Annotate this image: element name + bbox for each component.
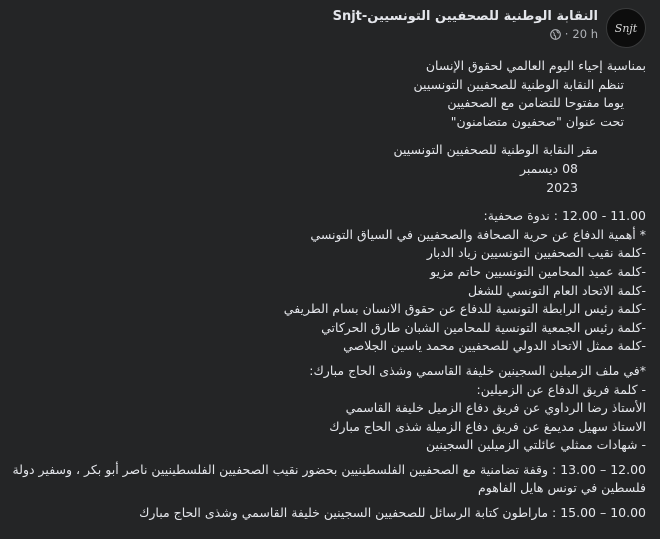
intro-line: بمناسبة إحياء اليوم العالمي لحقوق الإنسان [425,58,646,73]
date-line: 08 ديسمبر [520,160,578,176]
post-text [12,57,646,523]
speaker-line: -كلمة عميد المحامين التونسيين حاتم مزيو [430,263,646,279]
post-timestamp[interactable]: 20 h [572,27,598,41]
meta-separator: · [564,27,569,41]
intro-line: تحت عنوان "صحفيون متضامنون" [450,113,624,129]
speaker-line: -كلمة رئيس الرابطة التونسية للدفاع عن حقوق الانسان بسام الطريفي [283,301,646,317]
speaker-line: -كلمة نقيب الصحفيين التونسيين زياد الدبار [426,245,646,261]
year-line: 2023 [546,179,578,195]
session3-line: 10.00 – 15.00 : ماراطون كتابة الرسائل للصحفيين السجينين خليفة القاسمي وشذى الحاج مبارك [139,505,646,521]
session1-topic: * أهمية الدفاع عن حرية الصحافة والصحفيين في السياق التونسي [310,226,646,242]
page-avatar[interactable] [606,8,646,48]
file-item: الأستاذ رضا الرداوي عن فريق دفاع الزميل خليفة القاسمي [345,400,646,416]
session2-line: 12.00 – 13.00 : وقفة تضامنية مع الصحفيين الفلسطينيين بحضور نقيب الصحفيين الفلسطينيين ناصر أبو بكر ، وسفير دولة فلسطين في تونس هايل الفاهوم [12,461,646,496]
speaker-line: -كلمة الاتحاد العام التونسي للشغل [468,282,646,298]
file-item: - كلمة فريق الدفاع عن الزميلين: [476,381,646,397]
file-item: الاستاذ سهيل مديمغ عن فريق دفاع الزميلة شذى الحاج مبارك [329,418,646,434]
file-item: - شهادات ممثلي عائلتي الزميلين السجينين [426,437,646,453]
session1-title: 11.00 - 12.00 : ندوة صحفية: [483,208,646,224]
intro-line: تنظم النقابة الوطنية للصحفيين التونسيين [413,76,624,92]
post-meta [333,8,598,42]
post-header [14,8,646,50]
file-title: *في ملف الزميلين السجينين خليفة القاسمي وشذى الحاج مبارك: [309,362,646,378]
speaker-line: -كلمة رئيس الجمعية التونسية للمحامين الشبان طارق الحركاتي [321,319,646,335]
avatar-logo-text: Snjt [614,21,638,35]
speaker-line: -كلمة ممثل الاتحاد الدولي للصحفيين محمد ياسين الجلاصي [343,338,646,354]
intro-line: يوما مفتوحا للتضامن مع الصحفيين [447,95,624,111]
venue-line: مقر النقابة الوطنية للصحفيين التونسيين [393,142,598,158]
post-subline [333,26,598,42]
globe-icon[interactable] [550,29,561,40]
page-name-link[interactable]: النقابة الوطنية للصحفيين التونسيين-Snjt [332,9,598,24]
